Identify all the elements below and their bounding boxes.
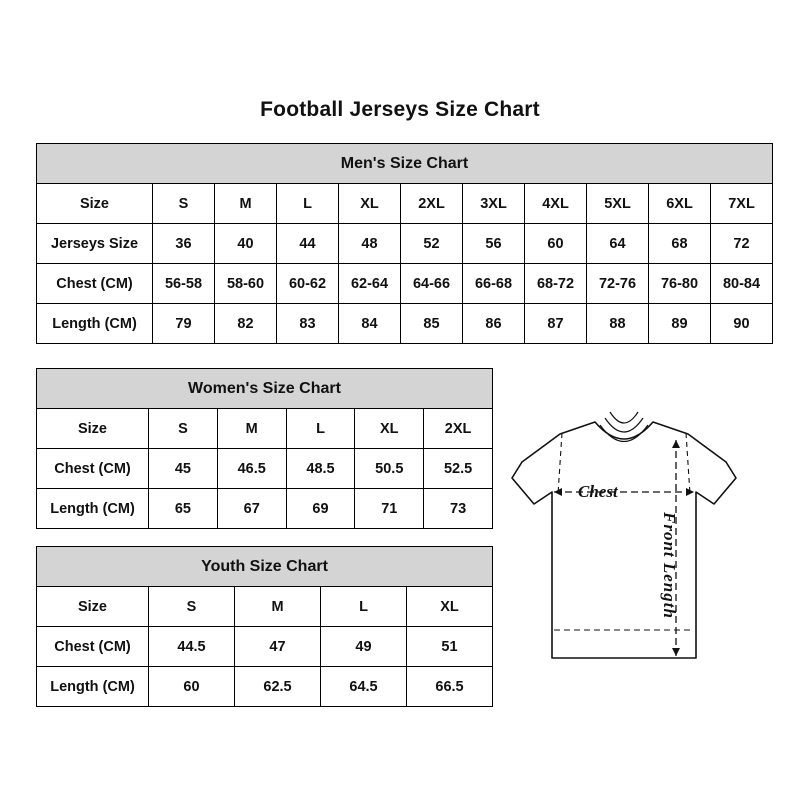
youth-header-size: Size (37, 587, 149, 627)
mens-r1-c1: 58-60 (215, 264, 277, 304)
mens-col-2: L (277, 184, 339, 224)
mens-col-8: 6XL (649, 184, 711, 224)
mens-r2-c4: 85 (401, 304, 463, 344)
mens-r1-c6: 68-72 (525, 264, 587, 304)
mens-col-5: 3XL (463, 184, 525, 224)
mens-col-4: 2XL (401, 184, 463, 224)
mens-r1-c3: 62-64 (339, 264, 401, 304)
youth-r1-c0: 60 (149, 667, 235, 707)
mens-r2-c3: 84 (339, 304, 401, 344)
mens-r0-c8: 68 (649, 224, 711, 264)
mens-size-chart (36, 143, 773, 344)
mens-table-caption: Men's Size Chart (36, 143, 773, 183)
table-row (37, 409, 493, 449)
mens-r1-c8: 76-80 (649, 264, 711, 304)
womens-table-caption: Women's Size Chart (36, 368, 493, 408)
youth-r1-c1: 62.5 (235, 667, 321, 707)
mens-r1-c4: 64-66 (401, 264, 463, 304)
youth-col-1: M (235, 587, 321, 627)
mens-col-6: 4XL (525, 184, 587, 224)
mens-r2-c6: 87 (525, 304, 587, 344)
womens-r0-c4: 52.5 (424, 449, 493, 489)
mens-r1-c2: 60-62 (277, 264, 339, 304)
table-row (37, 489, 493, 529)
womens-col-2: L (286, 409, 355, 449)
table-row (37, 449, 493, 489)
mens-col-7: 5XL (587, 184, 649, 224)
youth-col-2: L (321, 587, 407, 627)
womens-col-0: S (149, 409, 218, 449)
mens-r2-c1: 82 (215, 304, 277, 344)
youth-r1-c3: 66.5 (407, 667, 493, 707)
mens-col-1: M (215, 184, 277, 224)
mens-col-3: XL (339, 184, 401, 224)
youth-r0-c2: 49 (321, 627, 407, 667)
jersey-measurement-diagram (500, 400, 790, 700)
jersey-outline-icon (500, 400, 790, 700)
mens-header-size: Size (37, 184, 153, 224)
table-row (37, 264, 773, 304)
youth-row-label-1: Length (CM) (37, 667, 149, 707)
mens-r2-c8: 89 (649, 304, 711, 344)
mens-r0-c7: 64 (587, 224, 649, 264)
collar-line-2 (605, 418, 643, 432)
table-row (37, 587, 493, 627)
womens-r0-c3: 50.5 (355, 449, 424, 489)
table-row (37, 667, 493, 707)
womens-r1-c2: 69 (286, 489, 355, 529)
mens-row-label-0: Jerseys Size (37, 224, 153, 264)
youth-r0-c0: 44.5 (149, 627, 235, 667)
youth-col-3: XL (407, 587, 493, 627)
womens-r1-c1: 67 (217, 489, 286, 529)
mens-r1-c7: 72-76 (587, 264, 649, 304)
mens-r0-c2: 44 (277, 224, 339, 264)
womens-size-table (36, 368, 493, 529)
mens-r0-c0: 36 (153, 224, 215, 264)
table-row (37, 627, 493, 667)
womens-r0-c2: 48.5 (286, 449, 355, 489)
womens-row-label-0: Chest (CM) (37, 449, 149, 489)
mens-r0-c9: 72 (711, 224, 773, 264)
mens-r2-c0: 79 (153, 304, 215, 344)
mens-row-label-2: Length (CM) (37, 304, 153, 344)
table-row (37, 184, 773, 224)
womens-r1-c4: 73 (424, 489, 493, 529)
mens-r2-c2: 83 (277, 304, 339, 344)
womens-header-size: Size (37, 409, 149, 449)
womens-size-chart (36, 368, 493, 529)
mens-row-label-1: Chest (CM) (37, 264, 153, 304)
mens-r0-c1: 40 (215, 224, 277, 264)
collar-line-3 (610, 412, 638, 423)
womens-r0-c1: 46.5 (217, 449, 286, 489)
table-row (37, 304, 773, 344)
youth-col-0: S (149, 587, 235, 627)
page-title: Football Jerseys Size Chart (260, 98, 540, 121)
womens-col-1: M (217, 409, 286, 449)
womens-r0-c0: 45 (149, 449, 218, 489)
youth-table-caption: Youth Size Chart (36, 546, 493, 586)
youth-r0-c1: 47 (235, 627, 321, 667)
mens-r2-c9: 90 (711, 304, 773, 344)
youth-r1-c2: 64.5 (321, 667, 407, 707)
mens-r0-c4: 52 (401, 224, 463, 264)
womens-r1-c0: 65 (149, 489, 218, 529)
mens-r1-c5: 66-68 (463, 264, 525, 304)
mens-col-0: S (153, 184, 215, 224)
chest-measure-label: Chest (578, 482, 618, 501)
mens-r2-c7: 88 (587, 304, 649, 344)
youth-size-chart (36, 546, 493, 707)
mens-size-table (36, 143, 773, 344)
womens-row-label-1: Length (CM) (37, 489, 149, 529)
table-row (37, 224, 773, 264)
front-length-measure-label: Front Length (660, 512, 679, 619)
youth-size-table (36, 546, 493, 707)
mens-r1-c0: 56-58 (153, 264, 215, 304)
youth-row-label-0: Chest (CM) (37, 627, 149, 667)
mens-r0-c6: 60 (525, 224, 587, 264)
jersey-body-path (512, 422, 736, 658)
mens-r1-c9: 80-84 (711, 264, 773, 304)
mens-col-9: 7XL (711, 184, 773, 224)
youth-r0-c3: 51 (407, 627, 493, 667)
womens-col-4: 2XL (424, 409, 493, 449)
womens-col-3: XL (355, 409, 424, 449)
mens-r2-c5: 86 (463, 304, 525, 344)
womens-r1-c3: 71 (355, 489, 424, 529)
mens-r0-c5: 56 (463, 224, 525, 264)
mens-r0-c3: 48 (339, 224, 401, 264)
